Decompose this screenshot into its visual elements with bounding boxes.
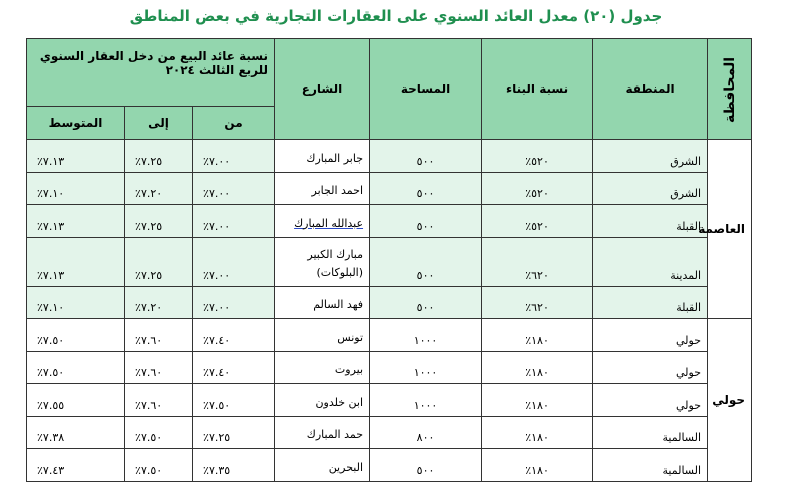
cell-size: ٥٠٠: [370, 237, 482, 286]
cell-to: ٧.٦٠٪: [125, 384, 193, 417]
table-row: [27, 319, 752, 352]
table-title: جدول (٢٠) معدل العائد السنوي على العقارات التجارية في بعض المناطق: [129, 7, 663, 25]
header-governorate: المحافظة: [708, 39, 752, 140]
cell-to: ٧.٢٥٪: [125, 237, 193, 286]
header-to: إلى: [125, 107, 193, 140]
cell-ratio: ٦٢٠٪: [482, 237, 593, 286]
table-row: [27, 449, 752, 482]
cell-ratio: ١٨٠٪: [482, 449, 593, 482]
table-row: [27, 140, 752, 173]
cell-area: القبلة: [593, 286, 708, 319]
group-hawalli: حولي: [708, 319, 752, 482]
yield-table: [26, 38, 752, 482]
cell-size: ٥٠٠: [370, 172, 482, 205]
cell-street: البحرين: [275, 449, 370, 482]
cell-area: السالمية: [593, 416, 708, 449]
cell-avg: ٧.١٣٪: [27, 140, 125, 173]
cell-size: ٥٠٠: [370, 140, 482, 173]
table-row: [27, 351, 752, 384]
cell-size: ١٠٠٠: [370, 351, 482, 384]
table-row: [27, 237, 752, 286]
group-capital: العاصمة: [708, 140, 752, 319]
cell-to: ٧.٢٠٪: [125, 172, 193, 205]
cell-to: ٧.٥٠٪: [125, 449, 193, 482]
cell-avg: ٧.١٣٪: [27, 237, 125, 286]
cell-from: ٧.٠٠٪: [193, 286, 275, 319]
cell-street: حمد المبارك: [275, 416, 370, 449]
cell-ratio: ٥٢٠٪: [482, 140, 593, 173]
cell-ratio: ١٨٠٪: [482, 319, 593, 352]
cell-ratio: ٥٢٠٪: [482, 172, 593, 205]
header-size: المساحة: [370, 39, 482, 140]
header-area: المنطقة: [593, 39, 708, 140]
cell-from: ٧.٠٠٪: [193, 237, 275, 286]
cell-street: فهد السالم: [275, 286, 370, 319]
cell-from: ٧.٤٠٪: [193, 351, 275, 384]
cell-ratio: ٦٢٠٪: [482, 286, 593, 319]
cell-street: تونس: [275, 319, 370, 352]
cell-size: ١٠٠٠: [370, 319, 482, 352]
street-label: عبدالله المبارك: [294, 216, 364, 230]
cell-street: بيروت: [275, 351, 370, 384]
header-street: الشارع: [275, 39, 370, 140]
cell-ratio: ١٨٠٪: [482, 416, 593, 449]
cell-from: ٧.٣٥٪: [193, 449, 275, 482]
cell-to: ٧.٢٥٪: [125, 205, 193, 238]
cell-size: ٥٠٠: [370, 449, 482, 482]
cell-size: ٥٠٠: [370, 286, 482, 319]
table-row: [27, 286, 752, 319]
cell-avg: ٧.٤٣٪: [27, 449, 125, 482]
cell-from: ٧.٠٠٪: [193, 140, 275, 173]
cell-area: حولي: [593, 351, 708, 384]
cell-from: ٧.٤٠٪: [193, 319, 275, 352]
table-row: [27, 172, 752, 205]
cell-avg: ٧.٣٨٪: [27, 416, 125, 449]
cell-ratio: ٥٢٠٪: [482, 205, 593, 238]
cell-area: الشرق: [593, 140, 708, 173]
cell-to: ٧.٥٠٪: [125, 416, 193, 449]
cell-area: الشرق: [593, 172, 708, 205]
cell-area: حولي: [593, 319, 708, 352]
cell-to: ٧.٦٠٪: [125, 319, 193, 352]
cell-ratio: ١٨٠٪: [482, 351, 593, 384]
cell-from: ٧.٠٠٪: [193, 172, 275, 205]
table-row: [27, 205, 752, 238]
cell-size: ٨٠٠: [370, 416, 482, 449]
cell-to: ٧.٢٥٪: [125, 140, 193, 173]
header-from: من: [193, 107, 275, 140]
cell-to: ٧.٢٠٪: [125, 286, 193, 319]
header-avg: المتوسط: [27, 107, 125, 140]
cell-street: جابر المبارك: [275, 140, 370, 173]
header-yield-group: نسبة عائد البيع من دخل العقار السنوي للربع الثالث ٢٠٢٤: [27, 39, 275, 107]
header-building-ratio: نسبة البناء: [482, 39, 593, 140]
cell-street: ابن خلدون: [275, 384, 370, 417]
table-row: [27, 384, 752, 417]
cell-avg: ٧.٥٠٪: [27, 351, 125, 384]
cell-street: احمد الجابر: [275, 172, 370, 205]
cell-from: ٧.٠٠٪: [193, 205, 275, 238]
cell-to: ٧.٦٠٪: [125, 351, 193, 384]
cell-avg: ٧.١٠٪: [27, 172, 125, 205]
table-row: [27, 416, 752, 449]
cell-avg: ٧.١٠٪: [27, 286, 125, 319]
cell-from: ٧.٢٥٪: [193, 416, 275, 449]
cell-ratio: ١٨٠٪: [482, 384, 593, 417]
cell-avg: ٧.٥٥٪: [27, 384, 125, 417]
cell-area: القبلة: [593, 205, 708, 238]
cell-size: ١٠٠٠: [370, 384, 482, 417]
cell-size: ٥٠٠: [370, 205, 482, 238]
cell-from: ٧.٥٠٪: [193, 384, 275, 417]
cell-street: [275, 205, 370, 238]
cell-area: المدينة: [593, 237, 708, 286]
cell-avg: ٧.٥٠٪: [27, 319, 125, 352]
cell-area: السالمية: [593, 449, 708, 482]
cell-area: حولي: [593, 384, 708, 417]
cell-street: مبارك الكبير (البلوكات): [275, 237, 370, 286]
cell-avg: ٧.١٣٪: [27, 205, 125, 238]
